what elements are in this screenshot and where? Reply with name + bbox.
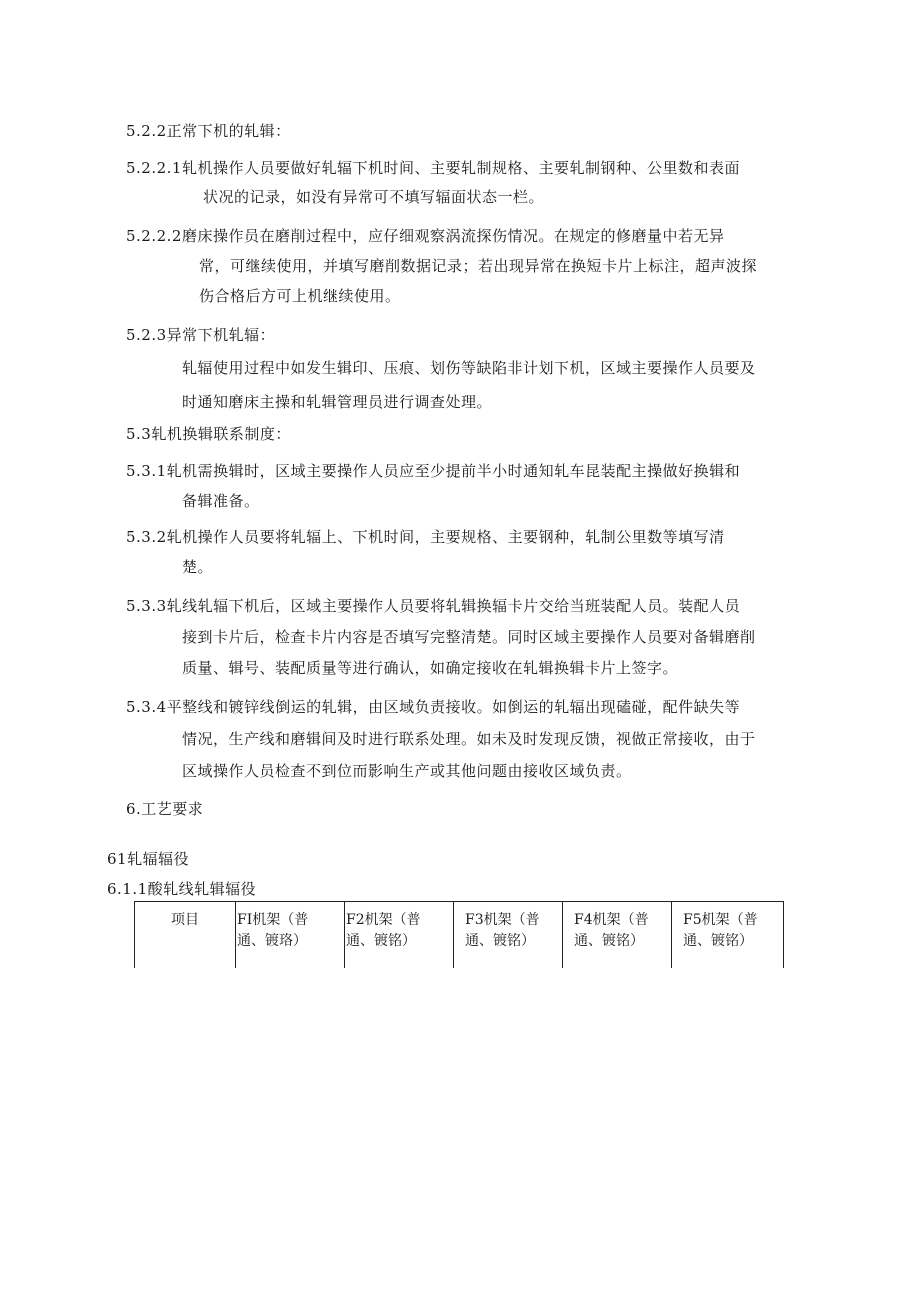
section-5-2-3-line-2: 时通知磨床主操和轧辑管理员进行调查处理。 xyxy=(182,393,493,411)
section-5-3-1-line-2: 备辑准备。 xyxy=(182,492,260,510)
section-5-3-3-line-2: 接到卡片后，检查卡片内容是否填写完整清楚。同时区域主要操作人员要对备辑磨削 xyxy=(182,628,756,646)
section-5-3-2-line-2: 楚。 xyxy=(182,558,214,576)
section-5-2-2-heading: 5.2.2正常下机的轧辑： xyxy=(126,122,291,140)
table-header-line-1: FI机架（普 xyxy=(237,912,309,928)
section-5-3-3-line-3: 质量、辑号、装配质量等进行确认，如确定接收在轧辑换辑卡片上签字。 xyxy=(182,659,679,677)
section-5-2-2-1-line-1: 5.2.2.1轧机操作人员要做好轧辐下机时间、主要轧制规格、主要轧制钢种、公里数和表面 xyxy=(126,159,740,177)
table-header-f5 xyxy=(671,902,784,968)
table-header-line-2: 通、镀铭） xyxy=(574,933,644,949)
roll-service-table xyxy=(134,901,784,968)
table-header-line-1: F4机架（普 xyxy=(574,912,649,928)
table-header-f4 xyxy=(562,902,671,968)
section-6-1-heading: 61轧辐辐役 xyxy=(107,850,190,868)
section-5-2-3-line-1: 轧辐使用过程中如发生辑印、压痕、划伤等缺陷非计划下机，区域主要操作人员要及 xyxy=(182,359,756,377)
section-5-2-2-2-line-3: 伤合格后方可上机继续使用。 xyxy=(199,287,401,305)
table-header-line-1: F2机架（普 xyxy=(346,912,421,928)
table-header-f1 xyxy=(235,902,344,968)
section-5-2-2-1-line-2: 状况的记录，如没有异常可不填写辐面状态一栏。 xyxy=(203,188,545,206)
section-5-3-1-line-1: 5.3.1轧机需换辑时，区域主要操作人员应至少提前半小时通知轧车昆装配主操做好换辑和 xyxy=(126,462,741,480)
table-header-f2 xyxy=(344,902,453,968)
section-5-3-heading: 5.3轧机换辑联系制度： xyxy=(126,425,291,443)
table-header-line-2: 通、镀珞） xyxy=(237,933,307,949)
section-6-heading: 6.工艺要求 xyxy=(126,800,204,818)
table-header-line-2: 通、镀铭） xyxy=(465,933,535,949)
section-6-1-1-heading: 6.1.1酸轧线轧辑辐役 xyxy=(107,880,257,898)
section-5-3-4-line-3: 区域操作人员检查不到位而影响生产或其他问题由接收区域负责。 xyxy=(182,762,632,780)
section-5-3-3-line-1: 5.3.3轧线轧辐下机后，区域主要操作人员要将轧辑换辐卡片交给当班装配人员。装配人员 xyxy=(126,597,741,615)
section-5-2-3-heading: 5.2.3异常下机轧辐： xyxy=(126,326,276,344)
table-header-line-1: F3机架（普 xyxy=(465,912,540,928)
table-header-line-1: 项目 xyxy=(171,912,199,928)
section-5-2-2-2-line-1: 5.2.2.2磨床操作员在磨削过程中，应仔细观察涡流探伤情况。在规定的修磨量中若无异 xyxy=(126,227,725,245)
section-5-2-2-2-line-2: 常，可继续使用，并填写磨削数据记录；若出现异常在换短卡片上标注，超声波探 xyxy=(199,257,758,275)
table-header-line-2: 通、镀铭） xyxy=(683,933,753,949)
table-header-f3 xyxy=(453,902,562,968)
table-header-line-2: 通、镀铭） xyxy=(346,933,416,949)
section-5-3-4-line-1: 5.3.4平整线和镀锌线倒运的轧辑，由区域负责接收。如倒运的轧辐出现磕碰，配件缺失等 xyxy=(126,698,741,716)
table-header-line-1: F5机架（普 xyxy=(683,912,758,928)
section-5-3-4-line-2: 情况，生产线和磨辑间及时进行联系处理。如未及时发现反馈，视做正常接收，由于 xyxy=(182,730,756,748)
table-header-item xyxy=(134,902,235,968)
section-5-3-2-line-1: 5.3.2轧机操作人员要将轧辐上、下机时间，主要规格、主要钢种，轧制公里数等填写清 xyxy=(126,528,725,546)
